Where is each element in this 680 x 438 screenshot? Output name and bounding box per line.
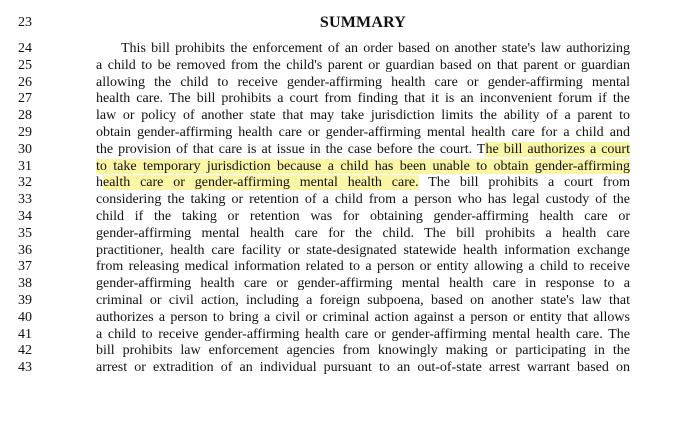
- line-text-plain: practitioner, health care facility or state-designated statewide health information exchange: [96, 242, 630, 258]
- text-line: [0, 142, 680, 159]
- line-text[interactable]: [96, 159, 630, 176]
- line-text[interactable]: [96, 209, 630, 226]
- text-line: [0, 243, 680, 260]
- line-number: 27: [18, 91, 32, 107]
- line-text[interactable]: [96, 192, 630, 209]
- line-text-plain: from releasing medical information related to a person or entity allowing a child to receive: [96, 259, 630, 275]
- line-number: 38: [18, 276, 32, 292]
- line-text-plain: criminal or civil action, including a foreign subpoena, based on another state's law that: [96, 292, 630, 308]
- line-number: 36: [18, 242, 32, 258]
- line-number: 40: [18, 309, 32, 325]
- line-number: 41: [18, 326, 32, 342]
- text-line: [0, 293, 680, 310]
- line-text-plain: bill prohibits law enforcement agencies from knowingly making or participating in the: [96, 343, 630, 359]
- line-text-plain: This bill prohibits the enforcement of an order based on another state's law authorizing: [121, 41, 630, 56]
- text-line: [0, 108, 680, 125]
- line-number: 23: [18, 15, 32, 30]
- line-text-plain: arrest or extradition of an individual pursuant to an out-of-state arrest warrant based on: [96, 360, 630, 376]
- text-line: [0, 41, 680, 58]
- line-text[interactable]: [96, 343, 630, 360]
- line-number: 42: [18, 343, 32, 359]
- line-number: 33: [18, 192, 32, 208]
- text-line: [0, 125, 680, 142]
- line-text[interactable]: [121, 41, 630, 58]
- line-text-plain: h: [96, 175, 103, 191]
- text-line: [0, 276, 680, 293]
- text-line: [0, 226, 680, 243]
- summary-body[interactable]: [0, 41, 680, 377]
- line-text[interactable]: [96, 310, 630, 327]
- line-text[interactable]: [96, 108, 630, 125]
- line-text-plain: authorizes a person to bring a civil or criminal action against a person or entity that allows: [96, 309, 630, 325]
- line-text-plain: health care. The bill prohibits a court from finding that it is an inconvenient forum if the: [96, 91, 630, 107]
- line-number: 26: [18, 74, 32, 90]
- line-text[interactable]: [96, 175, 630, 192]
- line-text[interactable]: [96, 259, 630, 276]
- highlighted-text: to take temporary jurisdiction because a child has been unable to obtain gender-affirming: [96, 158, 630, 174]
- line-number: 39: [18, 292, 32, 308]
- line-text[interactable]: [96, 293, 630, 310]
- line-text-plain: law or policy of another state that may take jurisdiction limits the ability of a parent to: [96, 108, 630, 124]
- line-text[interactable]: [96, 276, 630, 293]
- line-text[interactable]: [96, 226, 630, 243]
- text-line: [0, 343, 680, 360]
- text-line: [0, 175, 680, 192]
- line-number: 29: [18, 124, 32, 140]
- line-text[interactable]: [96, 125, 630, 142]
- line-text-plain: allowing the child to receive gender-affirming health care or gender-affirming mental: [96, 74, 630, 90]
- line-number: 37: [18, 259, 32, 275]
- line-text-plain: a child to receive gender-affirming health care or gender-affirming mental health care. The: [96, 326, 630, 342]
- text-line: [0, 159, 680, 176]
- text-line: [0, 327, 680, 344]
- line-number: 34: [18, 208, 32, 224]
- line-text[interactable]: [96, 327, 630, 344]
- line-text-plain: child if the taking or retention was for obtaining gender-affirming health care or: [96, 208, 630, 224]
- line-text[interactable]: [96, 243, 630, 260]
- summary-heading-row: [0, 11, 680, 35]
- text-line: [0, 310, 680, 327]
- line-number: 30: [18, 141, 32, 157]
- text-line: [0, 192, 680, 209]
- text-line: [0, 360, 680, 377]
- line-text-plain: obtain gender-affirming health care or gender-affirming mental health care for a child and: [96, 124, 630, 140]
- line-text[interactable]: [96, 91, 630, 108]
- text-line: [0, 209, 680, 226]
- line-text[interactable]: [96, 360, 630, 377]
- line-number: 25: [18, 57, 32, 73]
- line-text[interactable]: [96, 142, 630, 159]
- highlighted-text: he bill authorizes a court: [485, 141, 630, 157]
- line-text-plain: The bill prohibits a court from: [418, 175, 630, 191]
- line-number: 32: [18, 175, 32, 191]
- text-line: [0, 259, 680, 276]
- text-line: [0, 91, 680, 108]
- line-number: 28: [18, 108, 32, 124]
- summary-title[interactable]: SUMMARY: [319, 14, 407, 31]
- line-text-plain: the provision of that care is at issue in the case before the court. T: [96, 141, 486, 157]
- text-line: [0, 58, 680, 75]
- text-line: [0, 75, 680, 92]
- line-number: 24: [18, 41, 32, 56]
- line-text-plain: considering the taking or retention of a child from a person who has legal custody of the: [96, 192, 630, 208]
- line-number: 43: [18, 360, 32, 376]
- line-number: 35: [18, 225, 32, 241]
- line-text-plain: a child to be removed from the child's parent or guardian based on that parent or guardian: [96, 57, 630, 73]
- line-text-plain: gender-affirming health care or gender-affirming mental health care in response to a: [96, 276, 630, 292]
- line-text[interactable]: [96, 58, 630, 75]
- line-text-plain: gender-affirming mental health care for the child. The bill prohibits a health care: [96, 225, 630, 241]
- line-text[interactable]: [96, 75, 630, 92]
- highlighted-text: ealth care or gender-affirming mental health care.: [103, 175, 419, 191]
- line-number: 31: [18, 158, 32, 174]
